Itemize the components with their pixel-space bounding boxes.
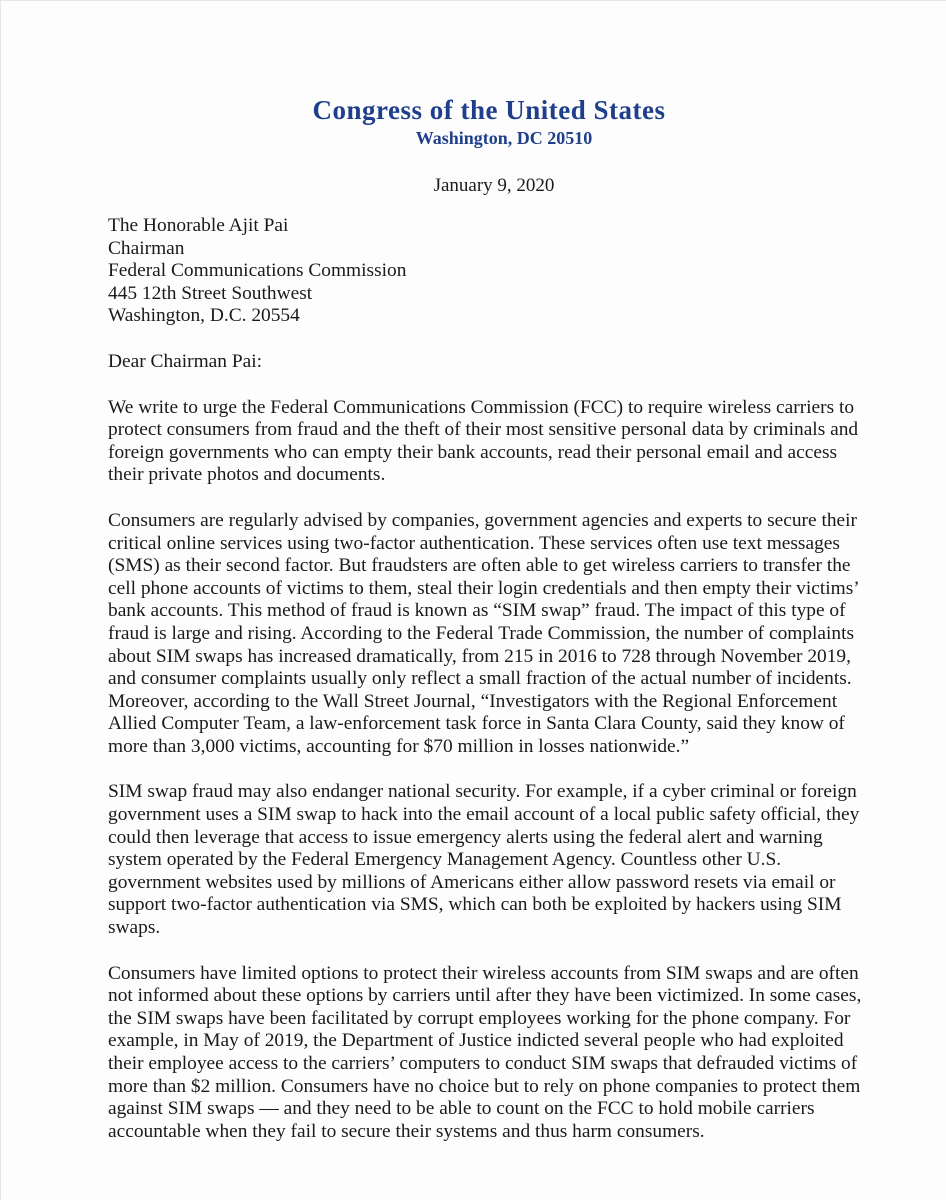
letterhead-title: Congress of the United States — [312, 95, 666, 125]
address-line: Federal Communications Commission — [108, 260, 407, 282]
paragraph-line: their employee access to the carriers’ computers to conduct SIM swaps that defrauded victims of — [108, 1053, 858, 1074]
paragraph-line: more than $2 million. Consumers have no choice but to rely on phone companies to protect them — [108, 1075, 861, 1097]
paragraph-line: Allied Computer Team, a law-enforcement task force in Santa Clara County, said they know of — [108, 713, 845, 735]
body-paragraph — [108, 963, 878, 1144]
paragraph-line: Moreover, according to the Wall Street Journal, “Investigators with the Regional Enforcement — [108, 690, 838, 712]
paragraph-line: government websites used by millions of Americans either allow password resets via email or — [108, 871, 836, 893]
address-line: 445 12th Street Southwest — [108, 282, 313, 304]
salutation: Dear Chairman Pai: — [108, 350, 262, 372]
paragraph-line: system operated by the Federal Emergency Management Agency. Countless other U.S. — [108, 849, 782, 871]
paragraph-line: example, in May of 2019, the Department of Justice indicted several people who had exploited — [108, 1030, 844, 1052]
recipient-address — [108, 215, 878, 328]
paragraph-line: (SMS) as their second factor. But fraudsters are often able to get wireless carriers to transfer the — [108, 555, 851, 577]
letter-date: January 9, 2020 — [433, 175, 555, 196]
paragraph-line: bank accounts. This method of fraud is known as “SIM swap” fraud. The impact of this type of — [108, 600, 846, 622]
address-line: The Honorable Ajit Pai — [108, 215, 289, 236]
paragraph-line: fraud is large and rising. According to the Federal Trade Commission, the number of complaints — [108, 622, 855, 644]
paragraph-line: critical online services using two-factor authentication. These services often use text messages — [108, 532, 840, 554]
paragraph-line: cell phone accounts of victims to them, steal their login credentials and then empty their victims’ — [108, 577, 860, 599]
paragraph-line: more than 3,000 victims, accounting for $70 million in losses nationwide.” — [108, 735, 690, 757]
paragraph-line: about SIM swaps has increased dramatically, from 215 in 2016 to 728 through November 2019, — [108, 645, 851, 667]
address-line: Washington, D.C. 20554 — [108, 305, 300, 327]
paragraph-line: foreign governments who can empty their bank accounts, read their personal email and access — [108, 441, 838, 463]
paragraph-line: and consumer complaints usually only reflect a small fraction of the actual number of incidents. — [108, 668, 852, 690]
paragraph-line: accountable when they fail to secure their systems and thus harm consumers. — [108, 1120, 705, 1142]
paragraph-line: their private photos and documents. — [108, 464, 386, 486]
letterhead — [1, 93, 946, 149]
paragraph-line: support two-factor authentication via SMS, which can both be exploited by hackers using SIM — [108, 894, 842, 916]
paragraph-line: could then leverage that access to issue emergency alerts using the federal alert and warning — [108, 826, 823, 848]
paragraph-line: SIM swap fraud may also endanger national security. For example, if a cyber criminal or foreign — [108, 781, 857, 803]
paragraph-line: against SIM swaps — and they need to be able to count on the FCC to hold mobile carriers — [108, 1098, 815, 1120]
paragraph-line: protect consumers from fraud and the theft of their most sensitive personal data by criminals and — [108, 419, 859, 441]
paragraph-line: Consumers are regularly advised by companies, government agencies and experts to secure their — [108, 509, 857, 531]
address-line: Chairman — [108, 237, 185, 259]
paragraph-line: not informed about these options by carriers until after they have been victimized. In some cases, — [108, 985, 862, 1007]
paragraph-line: the SIM swaps have been facilitated by corrupt employees working for the phone company. For — [108, 1007, 851, 1029]
letter-paragraphs — [108, 397, 878, 1144]
body-paragraph — [108, 510, 878, 759]
paragraph-line: government uses a SIM swap to hack into the email account of a local public safety official, they — [108, 804, 860, 826]
paragraph-line: Consumers have limited options to protect their wireless accounts from SIM swaps and are often — [108, 962, 859, 984]
paragraph-line: swaps. — [108, 917, 161, 939]
body-paragraph — [108, 781, 878, 939]
letterhead-subtitle: Washington, DC 20510 — [415, 128, 593, 148]
paragraph-line: We write to urge the Federal Communications Commission (FCC) to require wireless carriers to — [108, 396, 855, 418]
letter-body — [108, 215, 878, 1166]
body-paragraph — [108, 397, 878, 487]
